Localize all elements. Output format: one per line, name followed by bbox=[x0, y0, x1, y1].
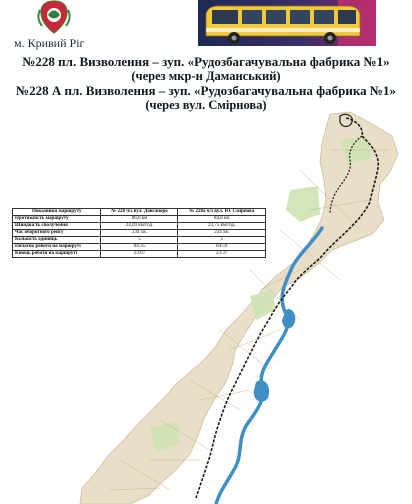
table-cell: 5 bbox=[178, 237, 266, 244]
table-cell: 84,8 км bbox=[178, 216, 266, 223]
table-header: № 228а ч/з вул. Ю. Смірнова bbox=[178, 209, 266, 216]
route-via-228a: (через вул. Смірнова) bbox=[145, 98, 267, 112]
table-cell: 234 хв. bbox=[101, 230, 178, 237]
table-row bbox=[13, 223, 266, 230]
bus-photo-icon bbox=[198, 0, 376, 46]
table-cell: Протяжність маршруту bbox=[13, 216, 101, 223]
table-header: № 228 ч/з вул. Довгапоро bbox=[101, 209, 178, 216]
table-cell: Швидкість сполучення bbox=[13, 223, 101, 230]
table-cell: Кінець роботи на маршруті bbox=[13, 251, 101, 258]
table-cell: 23:07 bbox=[101, 251, 178, 258]
route-info-table bbox=[12, 208, 266, 258]
table-cell: 86,0 км bbox=[101, 216, 178, 223]
table-row bbox=[13, 216, 266, 223]
table-cell: 23:37 bbox=[178, 251, 266, 258]
route-via-228: (через мкр-н Даманський) bbox=[131, 69, 281, 83]
table-cell: 24,09 км/год. bbox=[101, 223, 178, 230]
table-cell: Початок роботи на маршруті bbox=[13, 244, 101, 251]
table-cell: Час оборотного рейсу bbox=[13, 230, 101, 237]
green-zone bbox=[286, 186, 320, 222]
table-cell: 5 bbox=[101, 237, 178, 244]
route-title-228a: №228 А пл. Визволення – зуп. «Рудозбагачувальна фабрика №1» bbox=[16, 83, 396, 98]
route-map[interactable] bbox=[0, 110, 412, 504]
table-cell: Кількість одиниць bbox=[13, 237, 101, 244]
table-cell: 23,75 км/год. bbox=[178, 223, 266, 230]
route-title-228: №228 пл. Визволення – зуп. «Рудозбагачувальна фабрика №1» bbox=[22, 54, 390, 69]
table-row bbox=[13, 251, 266, 258]
table-cell: 04:59 bbox=[178, 244, 266, 251]
table-header-row bbox=[13, 209, 266, 216]
table-row bbox=[13, 230, 266, 237]
city-name: м. Кривий Ріг bbox=[14, 36, 85, 50]
table-header: Показники маршруту bbox=[13, 209, 101, 216]
table-cell: 234 хв. bbox=[178, 230, 266, 237]
city-emblem-icon bbox=[34, 0, 74, 34]
reservoir bbox=[254, 380, 269, 402]
table-row bbox=[13, 244, 266, 251]
table-cell: 04:35 bbox=[101, 244, 178, 251]
table-row bbox=[13, 237, 266, 244]
